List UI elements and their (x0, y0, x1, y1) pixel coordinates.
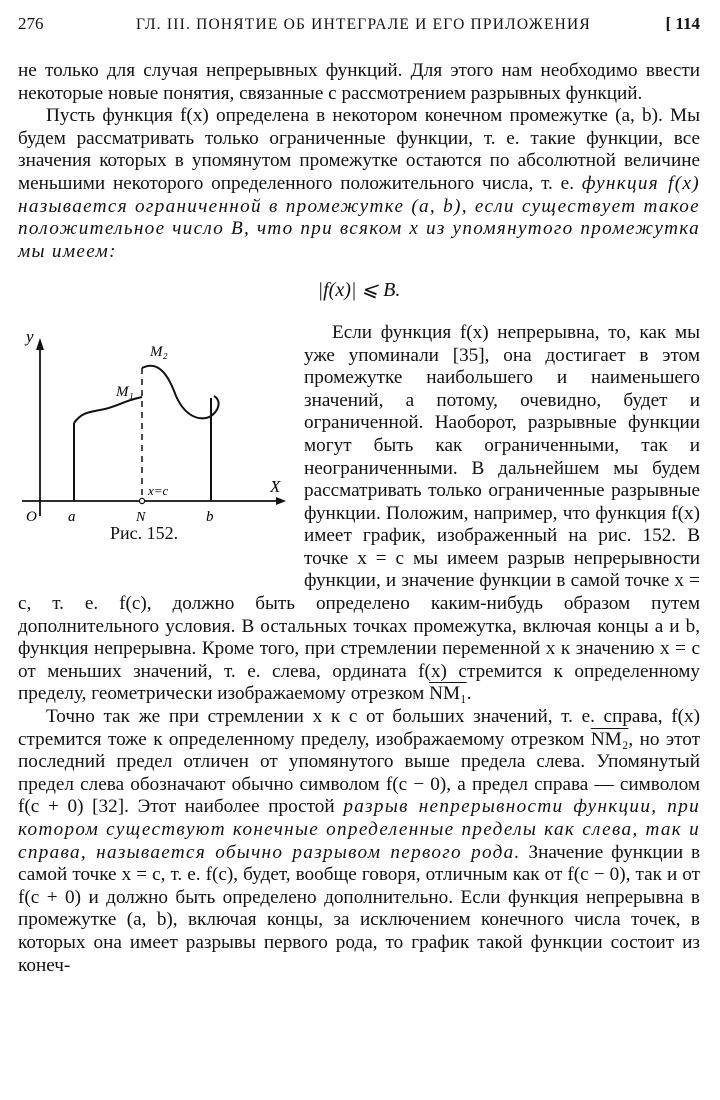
graph-svg (18, 326, 290, 526)
paragraph-1: не только для случая непрерывных функций. Для этого нам необходимо ввести некоторые новые понятия, связанные с рассмотрением разрывных функций. (18, 60, 700, 104)
paragraph-4-text-b: , но этот последний предел отличен от упомянутого выше предела слева. Упомянутый предел слева обозначают обычно символом f(c − 0), а предел справа — символом f(c + 0) [32]. Этот наиболее простой (18, 728, 700, 818)
book-page (18, 0, 700, 1100)
bound-formula: |f(x)| ⩽ B. (317, 279, 401, 302)
section-number: [ 114 (665, 14, 700, 33)
figure-caption: Рис. 152. (110, 522, 179, 543)
label-b: b (206, 508, 214, 525)
y-axis-arrow (36, 338, 44, 350)
paragraph-4-text-d: Значение функции в самой точке x = c, т. е. f(c), будет, вообще говоря, отличным как от f(c − 0), так и от f(c + 0) и должно быть определено дополнительно. Если функция непрерывна в промежутке (a, b), включая концы, за исключением конечного числа точек, в которых она имеет разрывы первого рода, то график такой функции состоит из конеч- (18, 841, 701, 976)
chapter-title: ГЛ. III. ПОНЯТИЕ ОБ ИНТЕГРАЛЕ И ЕГО ПРИЛОЖЕНИЯ (136, 16, 591, 33)
label-m2: M₂ (150, 343, 168, 360)
label-origin: O (26, 508, 37, 525)
label-m1: M₁ (116, 383, 134, 400)
paragraph-2-text: Пусть функция f(x) определена в некотором конечном промежутке (a, b). Мы будем рассматривать только ограниченные функции, т. е. такие функции, все значения которых в упомянутом промежутке остаются по абсолютной величине меньшими некоторого определенного положительного числа, т. е. (18, 105, 700, 194)
left-branch (74, 397, 142, 423)
label-x: X (270, 476, 281, 496)
figure-152 (18, 326, 290, 572)
label-n: N (136, 509, 146, 525)
paragraph-3: Если функция f(x) непрерывна, то, как мы уже упоминали [35], она достигает в этом промежутке наибольшего и наименьшего значений, а потому, очевидно, будет и ограниченной. Наоборот, разрывные функции могут быть как ограниченными, так и неограниченными. В дальнейшем мы будем рассматривать только ограниченные разрывные функции. Положим, например, что функция f(x) имеет график, изображенный на рис. 152. В точке x = c мы имеем разрыв непрерывности функции, и значение функции в самой точке x = c, т. е. f(c), должно быть определено каким-нибудь образом путем дополнительного условия. В остальных точках промежутка, включая концы a и b, функция непрерывна. Кроме того, при стремлении переменной x к значению x = c от меньших значений, т. е. слева, ордината f(x) стремится к определенному пределу, геометрически изображаемому отрезком NM₁. (18, 321, 700, 705)
paragraph-3-text: Если функция f(x) непрерывна, то, как мы уже упоминали [35], она достигает в этом промежутке наибольшего и наименьшего значений, а потому, очевидно, будет и ограниченной. Наоборот, разрывные функции могут быть как ограниченными, так и неограниченными. В дальнейшем мы будем рассматривать только ограниченные разрывные функции. Положим, например, что функция f(x) имеет график, изображенный на рис. 152. В точке x = c мы имеем разрыв непрерывности функции, и значение функции в самой точке x = c, т. е. f(c), должно быть определено каким-нибудь образом путем дополнительного условия. В остальных точках промежутка, включая концы a и b, функция непрерывна. Кроме того, при стремлении переменной x к значению x = c от меньших значений, т. е. слева, ордината f(x) стремится к определенному пределу, геометрически изображаемому отрезком (18, 321, 700, 705)
segment-nm1: NM₁ (429, 683, 467, 705)
label-a: a (68, 508, 76, 525)
paragraph-2 (18, 105, 700, 263)
right-branch (142, 366, 219, 419)
x-axis-arrow (276, 497, 286, 505)
page-number: 276 (18, 14, 44, 33)
label-x-equals-c: x=c (148, 482, 169, 498)
definition-bounded: функция f(x) называется ограниченной в промежутке (a, b), если существует такое положительное число B, что при всяком x из упомянутого промежутка мы имеем: (18, 172, 700, 262)
paragraph-4 (18, 706, 700, 977)
label-y: y (26, 326, 34, 346)
definition-first-kind: разрыв непрерывности функции, при котором существуют конечные определенные пределы как слева, так и справа, называется обычно разрывом первого рода. (18, 796, 700, 863)
point-n (139, 498, 144, 503)
segment-nm2: NM₂ (590, 728, 629, 750)
page-body (18, 60, 700, 977)
running-head (18, 14, 700, 40)
paragraph-4-text-a: Точно так же при стремлении x к c от больших значений, т. е. справа, f(x) стремится тоже к определенному пределу, изображаемому отрезком (18, 706, 700, 750)
